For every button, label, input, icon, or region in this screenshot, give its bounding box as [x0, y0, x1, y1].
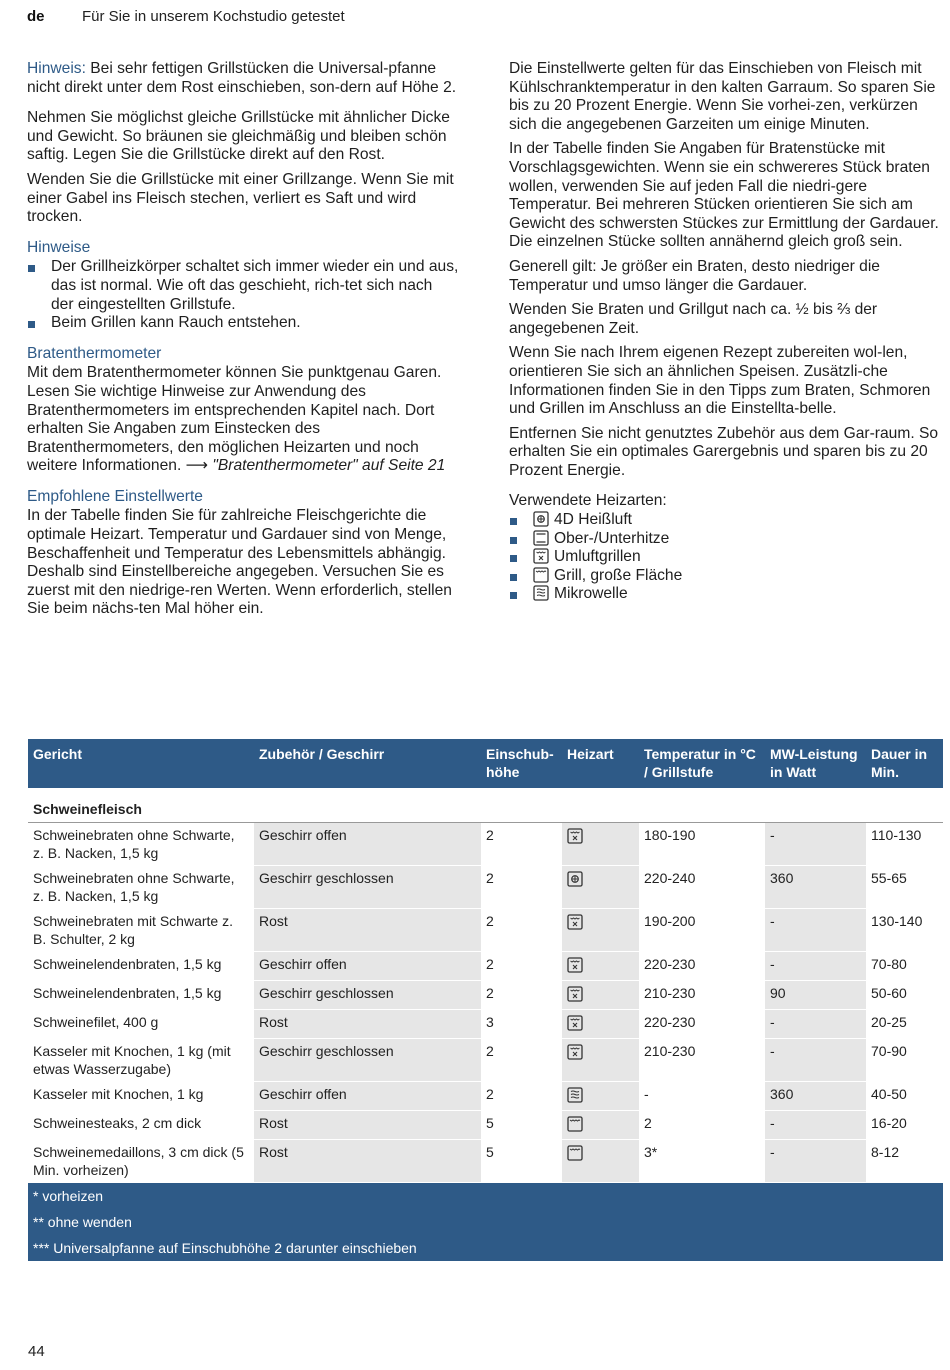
- umluftgrillen-icon: [567, 828, 583, 844]
- grill-grosse-flaeche-icon: [567, 1145, 583, 1161]
- list-item: [509, 567, 941, 586]
- column-header-gericht: Gericht: [28, 739, 254, 788]
- cell-zubehoer: Rost: [254, 1010, 481, 1039]
- ober-unterhitze-icon: [533, 530, 549, 546]
- cell-gericht: Schweinelendenbraten, 1,5 kg: [28, 981, 254, 1010]
- paragraph: Wenden Sie die Grillstücke mit einer Grillzange. Wenn Sie mit einer Gabel ins Fleisch stechen, verliert es Saft und wird trocken.: [27, 170, 454, 226]
- paragraph: Die Einstellwerte gelten für das Einschieben von Fleisch mit Kühlschranktemperatur in den kalten Garraum. So sparen Sie bis zu 20 Prozent Energie. Wenn Sie vorhei-zen, verkürzen sich die angegebenen Garzeiten um einige Minuten.: [509, 60, 936, 133]
- column-header-zubehoer: Zubehör / Geschirr: [254, 739, 481, 788]
- paragraph: Wenden Sie Braten und Grillgut nach ca. ½ bis ⅔ der angegebenen Zeit.: [509, 301, 878, 337]
- language-code: de: [27, 8, 45, 25]
- cell-gericht: Schweinebraten ohne Schwarte, z. B. Nacken, 1,5 kg: [28, 866, 254, 909]
- cell-dauer: 20-25: [866, 1010, 943, 1039]
- category-row: [28, 788, 943, 823]
- table-row: [28, 1010, 943, 1039]
- hinweise-list: [27, 258, 459, 332]
- footnote-row: [28, 1209, 943, 1235]
- cell-heizart: [562, 1010, 639, 1039]
- cell-dauer: 130-140: [866, 909, 943, 952]
- paragraph: Wenn Sie nach Ihrem eigenen Rezept zubereiten wol-len, orientieren Sie sich an ähnlichen Speisen. Zusätzli-che Informationen finden Sie in den Tipps zum Braten, Schmoren und Grillen im Anschluss an die Einstellta-belle.: [509, 344, 931, 418]
- cell-einschub: 2: [481, 1039, 562, 1082]
- cell-temperatur: 220-230: [639, 1010, 765, 1039]
- table-header-row: [28, 739, 943, 788]
- cell-heizart: [562, 866, 639, 909]
- cell-temperatur: -: [639, 1082, 765, 1111]
- umluftgrillen-icon: [533, 548, 549, 564]
- footnote: *** Universalpfanne auf Einschubhöhe 2 darunter einschieben: [28, 1235, 943, 1261]
- heizart-label: 4D Heißluft: [554, 511, 632, 529]
- category-label: Schweinefleisch: [28, 788, 943, 823]
- cell-einschub: 2: [481, 1082, 562, 1111]
- mikrowelle-icon: [533, 585, 549, 601]
- heizart-label: Ober-/Unterhitze: [554, 529, 670, 547]
- grill-grosse-flaeche-icon: [567, 1116, 583, 1132]
- list-item: [509, 530, 941, 549]
- cell-dauer: 70-90: [866, 1039, 943, 1082]
- cell-einschub: 5: [481, 1111, 562, 1140]
- cell-temperatur: 3*: [639, 1140, 765, 1183]
- section-heading-empfohlene-einstellwerte: Empfohlene Einstellwerte: [27, 487, 203, 505]
- cell-einschub: 2: [481, 981, 562, 1010]
- cell-zubehoer: Geschirr geschlossen: [254, 1039, 481, 1082]
- footnote-row: [28, 1183, 943, 1210]
- cell-zubehoer: Rost: [254, 909, 481, 952]
- table-row: [28, 981, 943, 1010]
- heizarten-label: Verwendete Heizarten:: [509, 492, 667, 510]
- cell-zubehoer: Geschirr geschlossen: [254, 866, 481, 909]
- footnote: ** ohne wenden: [28, 1209, 943, 1235]
- heizart-label: Umluftgrillen: [554, 548, 641, 566]
- list-item: Beim Grillen kann Rauch entstehen.: [27, 314, 459, 333]
- cell-zubehoer: Rost: [254, 1111, 481, 1140]
- cell-gericht: Schweinesteaks, 2 cm dick: [28, 1111, 254, 1140]
- cell-gericht: Schweinemedaillons, 3 cm dick (5 Min. vorheizen): [28, 1140, 254, 1183]
- section-heading-hinweise: Hinweise: [27, 238, 91, 256]
- cell-dauer: 110-130: [866, 823, 943, 866]
- cell-dauer: 16-20: [866, 1111, 943, 1140]
- cell-zubehoer: Geschirr offen: [254, 952, 481, 981]
- umluftgrillen-icon: [567, 957, 583, 973]
- list-item: [509, 548, 941, 567]
- cell-dauer: 55-65: [866, 866, 943, 909]
- left-column: [27, 60, 459, 625]
- settings-table: [28, 739, 943, 1261]
- hinweis-paragraph: [27, 60, 459, 97]
- cell-heizart: [562, 1082, 639, 1111]
- page-number: 44: [28, 1343, 45, 1360]
- column-header-mw-leistung: MW-Leistung in Watt: [765, 739, 866, 788]
- cell-einschub: 2: [481, 909, 562, 952]
- cell-gericht: Kasseler mit Knochen, 1 kg: [28, 1082, 254, 1111]
- cell-dauer: 8-12: [866, 1140, 943, 1183]
- paragraph: In der Tabelle finden Sie für zahlreiche Fleischgerichte die optimale Heizart. Temperatur und Gardauer sind von Menge, Beschaffenheit und Temperatur des Lebensmittels abhängig. Deshalb sind Einstellbereiche angegeben. Versuchen Sie es zuerst mit den niedrige-ren Werten. Wenn erforderlich, stellen Sie beim nächs-ten Mal höher ein.: [27, 507, 452, 618]
- heizart-label: Grill, große Fläche: [554, 566, 683, 584]
- cell-zubehoer: Geschirr geschlossen: [254, 981, 481, 1010]
- cell-dauer: 50-60: [866, 981, 943, 1010]
- heizart-label: Mikrowelle: [554, 585, 628, 603]
- paragraph: In der Tabelle finden Sie Angaben für Bratenstücke mit Vorschlagsgewichten. Wenn sie ein schwereres Stück braten wollen, verwenden Sie auf jeden Fall die niedri-gere Temperatur. Bei mehreren Stücken orientieren Sie sich am Gewicht des schwersten Stückes zur Ermittlung der Gardauer. Die einzelnen Stücke sollten annähernd gleich groß sein.: [509, 140, 939, 251]
- table-row: [28, 866, 943, 909]
- table-row: [28, 1140, 943, 1183]
- umluftgrillen-icon: [567, 986, 583, 1002]
- cell-mw-leistung: -: [765, 1111, 866, 1140]
- right-column: [509, 60, 941, 604]
- table-row: [28, 952, 943, 981]
- footnote: * vorheizen: [28, 1183, 943, 1210]
- cell-zubehoer: Geschirr offen: [254, 1082, 481, 1111]
- cell-gericht: Schweinebraten mit Schwarte z. B. Schulter, 2 kg: [28, 909, 254, 952]
- paragraph: Entfernen Sie nicht genutztes Zubehör aus dem Gar-raum. So erhalten Sie ein optimales Garergebnis und sparen bis zu 20 Prozent Energie.: [509, 424, 939, 479]
- cell-dauer: 70-80: [866, 952, 943, 981]
- cell-mw-leistung: 360: [765, 1082, 866, 1111]
- cell-heizart: [562, 1039, 639, 1082]
- cell-dauer: 40-50: [866, 1082, 943, 1111]
- cell-heizart: [562, 909, 639, 952]
- thermo-text: Mit dem Bratenthermometer können Sie punktgenau Garen. Lesen Sie wichtige Hinweise zur Anwendung des Bratenthermometers im entsprechenden Kapitel nach. Dort erhalten Sie Angaben zum Einstecken des Bratenthermometers, den möglichen Heizarten und noch weitere Informationen.: [27, 364, 442, 475]
- table-row: [28, 823, 943, 866]
- cell-einschub: 3: [481, 1010, 562, 1039]
- thermo-cross-reference-link[interactable]: ⟶ "Bratenthermometer" auf Seite 21: [185, 457, 446, 475]
- page-header: [27, 8, 345, 26]
- heizarten-list: [509, 511, 941, 604]
- thermo-paragraph: [27, 364, 459, 476]
- cell-temperatur: 190-200: [639, 909, 765, 952]
- cell-temperatur: 220-230: [639, 952, 765, 981]
- cell-mw-leistung: -: [765, 909, 866, 952]
- list-item: [509, 585, 941, 604]
- table-row: [28, 1082, 943, 1111]
- umluftgrillen-icon: [567, 1044, 583, 1060]
- 4d-heissluft-icon: [533, 511, 549, 527]
- paragraph: Nehmen Sie möglichst gleiche Grillstücke mit ähnlicher Dicke und Gewicht. So bräunen sie gleichmäßig und bleiben schön saftig. Legen Sie die Grillstücke direkt auf den Rost.: [27, 109, 450, 164]
- cell-einschub: 2: [481, 952, 562, 981]
- cell-gericht: Schweinefilet, 400 g: [28, 1010, 254, 1039]
- section-heading-bratenthermometer: Bratenthermometer: [27, 344, 162, 362]
- footnote-row: [28, 1235, 943, 1261]
- cell-temperatur: 220-240: [639, 866, 765, 909]
- cell-einschub: 5: [481, 1140, 562, 1183]
- column-header-dauer: Dauer in Min.: [866, 739, 943, 788]
- cell-mw-leistung: -: [765, 823, 866, 866]
- cell-gericht: Schweinelendenbraten, 1,5 kg: [28, 952, 254, 981]
- table-row: [28, 1039, 943, 1082]
- cell-mw-leistung: -: [765, 1140, 866, 1183]
- table-row: [28, 909, 943, 952]
- cell-mw-leistung: -: [765, 1039, 866, 1082]
- cell-einschub: 2: [481, 823, 562, 866]
- cell-temperatur: 210-230: [639, 1039, 765, 1082]
- header-title: Für Sie in unserem Kochstudio getestet: [82, 8, 345, 25]
- cell-mw-leistung: -: [765, 1010, 866, 1039]
- cell-temperatur: 180-190: [639, 823, 765, 866]
- cell-zubehoer: Rost: [254, 1140, 481, 1183]
- cell-mw-leistung: 360: [765, 866, 866, 909]
- cell-zubehoer: Geschirr offen: [254, 823, 481, 866]
- cell-einschub: 2: [481, 866, 562, 909]
- cell-temperatur: 2: [639, 1111, 765, 1140]
- paragraph: Generell gilt: Je größer ein Braten, desto niedriger die Temperatur und umso länger die Gardauer.: [509, 257, 880, 294]
- column-header-temperatur: Temperatur in °C / Grillstufe: [639, 739, 765, 788]
- hinweis-label: Hinweis:: [27, 60, 86, 77]
- cell-gericht: Schweinebraten ohne Schwarte, z. B. Nacken, 1,5 kg: [28, 823, 254, 866]
- cell-heizart: [562, 1111, 639, 1140]
- cell-heizart: [562, 981, 639, 1010]
- hinweis-text: Bei sehr fettigen Grillstücken die Universal-pfanne nicht direkt unter dem Rost einschieben, son-dern auf Höhe 2.: [27, 60, 457, 96]
- table-row: [28, 1111, 943, 1140]
- 4d-heissluft-icon: [567, 871, 583, 887]
- column-header-heizart: Heizart: [562, 739, 639, 788]
- umluftgrillen-icon: [567, 1015, 583, 1031]
- cell-gericht: Kasseler mit Knochen, 1 kg (mit etwas Wasserzugabe): [28, 1039, 254, 1082]
- list-item: Der Grillheizkörper schaltet sich immer wieder ein und aus, das ist normal. Wie oft das geschieht, rich-tet sich nach der eingestellten Grillstufe.: [27, 258, 459, 314]
- grill-grosse-flaeche-icon: [533, 567, 549, 583]
- umluftgrillen-icon: [567, 914, 583, 930]
- cell-temperatur: 210-230: [639, 981, 765, 1010]
- list-item: [509, 511, 941, 530]
- cell-heizart: [562, 823, 639, 866]
- cell-heizart: [562, 1140, 639, 1183]
- mikrowelle-icon: [567, 1087, 583, 1103]
- cell-heizart: [562, 952, 639, 981]
- cell-mw-leistung: -: [765, 952, 866, 981]
- column-header-einschubhoehe: Einschub-höhe: [481, 739, 562, 788]
- cell-mw-leistung: 90: [765, 981, 866, 1010]
